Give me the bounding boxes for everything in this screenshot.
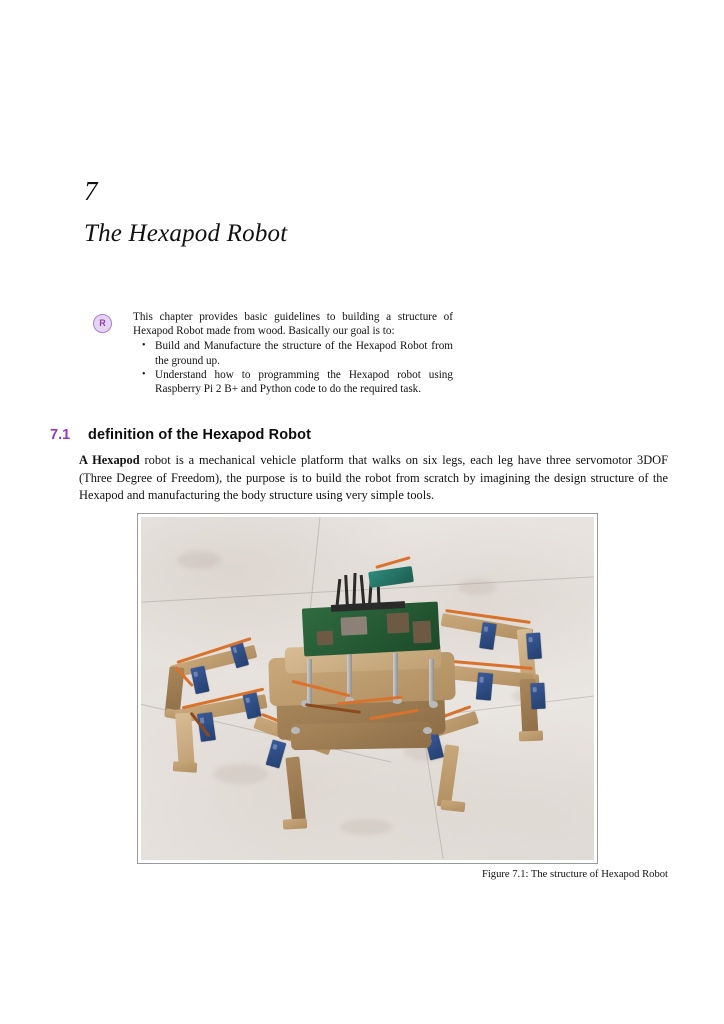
robot-foot: [173, 761, 198, 773]
robot-foot: [519, 731, 543, 742]
robot-foot: [283, 818, 307, 829]
pcb-component: [386, 612, 409, 633]
chapter-title: The Hexapod Robot: [84, 220, 288, 247]
jumper-wire: [336, 579, 342, 605]
robot-leg-segment: [285, 756, 306, 827]
section-heading: [50, 427, 311, 443]
sensor-module: [368, 566, 414, 588]
paragraph-lead-bold: A Hexapod: [79, 453, 140, 467]
robot-servo: [476, 672, 493, 700]
note-bullet-list: [133, 339, 453, 396]
section-paragraph: [79, 452, 668, 505]
figure-caption: Figure 7.1: The structure of Hexapod Robot: [481, 869, 668, 880]
hexapod-robot-photo: [141, 517, 594, 860]
robot-servo: [266, 740, 287, 769]
robot-servo: [526, 633, 542, 660]
robot-servo: [530, 683, 545, 710]
chapter-number: 7: [84, 176, 98, 206]
pcb-chip: [341, 616, 368, 635]
list-item: • Build and Manufacture the structure of the Hexapod Robot from the ground up.: [141, 339, 453, 367]
note-badge-icon: [93, 314, 112, 333]
note-badge-letter: R: [99, 318, 106, 328]
note-body: [133, 310, 453, 396]
jumper-wire: [344, 575, 349, 605]
hexapod-robot: [141, 517, 594, 860]
robot-support-post: [307, 659, 312, 705]
jumper-wire: [360, 575, 366, 605]
section-title: definition of the Hexapod Robot: [88, 427, 311, 443]
robot-fastener: [291, 727, 300, 734]
jumper-wire: [352, 573, 356, 605]
section-number: 7.1: [50, 427, 71, 443]
paragraph-rest: robot is a mechanical vehicle platform that walks on six legs, each leg have three servomotor 3DOF (Three Degree of Freedom), the purpose is to build the robot from scratch by imagining the design structure of the Hexapod and manufacturing the body structure using very simple tools.: [79, 453, 668, 503]
robot-fastener: [423, 727, 432, 734]
robot-foot: [441, 800, 466, 812]
robot-lower-body-plate: [291, 722, 431, 750]
robot-servo: [190, 666, 209, 694]
robot-support-post: [429, 659, 434, 705]
robot-fastener: [429, 701, 438, 708]
note-intro-text: This chapter provides basic guidelines to building a structure of Hexapod Robot made from wood. Basically our goal is to:: [133, 311, 453, 338]
robot-servo: [479, 622, 496, 650]
pcb-component: [412, 621, 431, 644]
pcb-component: [317, 631, 334, 646]
chapter-note-callout: [93, 310, 453, 396]
list-item: • Understand how to programming the Hexapod robot using Raspberry Pi 2 B+ and Python code to do the required task.: [141, 368, 453, 396]
figure-frame: [137, 513, 598, 864]
